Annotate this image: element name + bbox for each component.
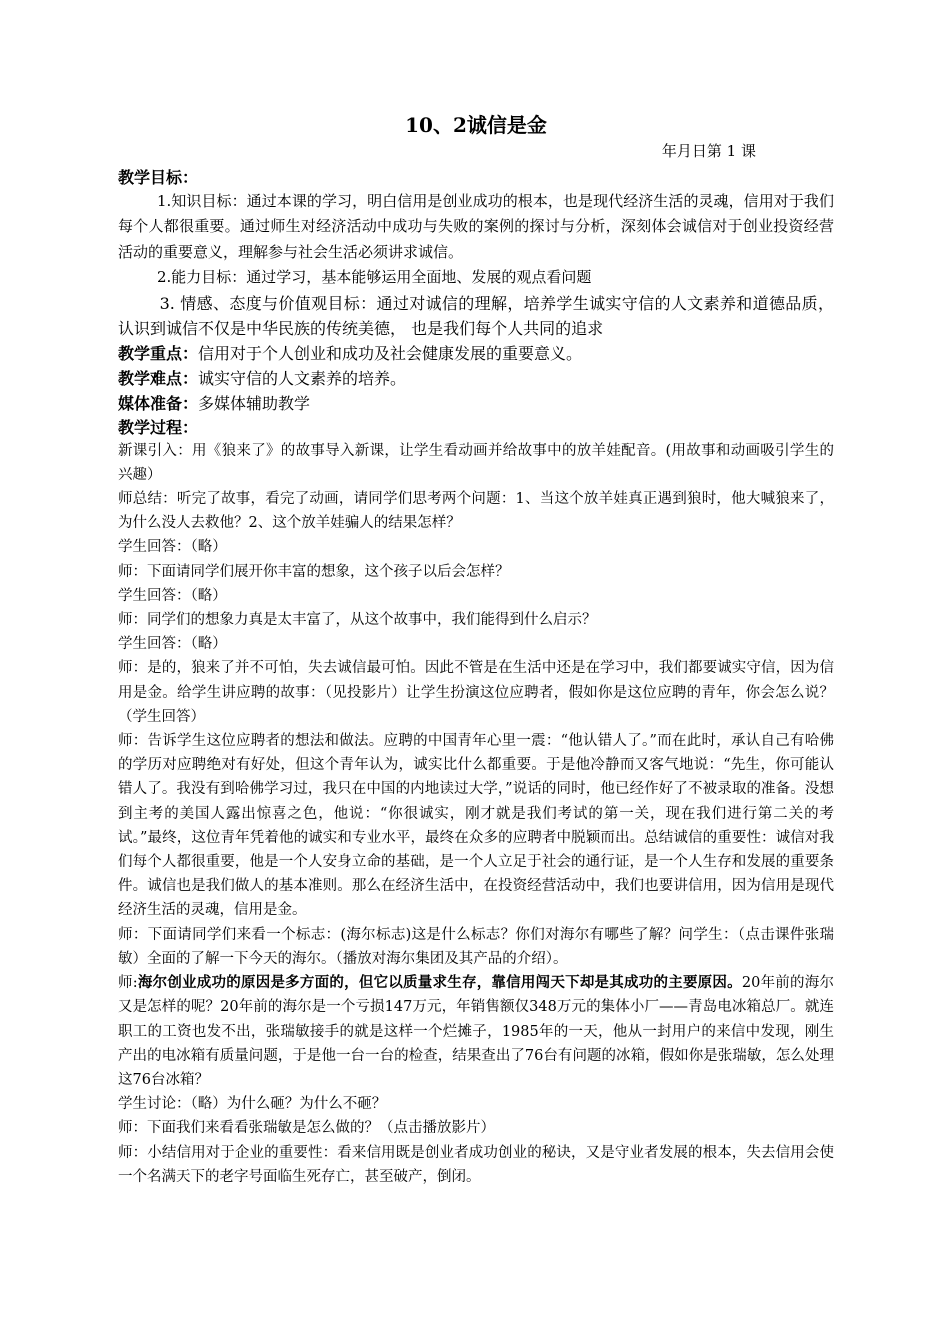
media-row [118, 391, 834, 416]
process-paragraph: 师：告诉学生这位应聘者的想法和做法。应聘的中国青年心里一震：“他认错人了。”而在此时，承认自己有哈佛的学历对应聘绝对有好处，但这个青年认为，诚实比什么都重要。于是他冷静而又客气地说：“先生，你可能认错人了。我没有到哈佛学习过，我只在中国的内地读过大学，”说话的同时，他已经作好了不被录取的准备。没想到主考的美国人露出惊喜之色，他说：“你很诚实，刚才就是我们考试的第一关，现在我们进行第二关的考试。”最终，这位青年凭着他的诚实和专业水平，最终在众多的应聘者中脱颖而出。总结诚信的重要性：诚信对我们每个人都很重要，他是一个人安身立命的基础，是一个人立足于社会的通行证，是一个人生存和发展的重要条件。诚信也是我们做人的基本准则。那么在经济生活中，在投资经营活动中，我们也要讲信用，因为信用是现代经济生活的灵魂，信用是金。 [118, 733, 834, 919]
process-paragraph: 师：下面请同学们展开你丰富的想象，这个孩子以后会怎样？ [118, 563, 510, 580]
key-point-text: 信用对于个人创业和成功及社会健康发展的重要意义。 [198, 343, 583, 363]
goals-heading: 教学目标： [118, 168, 199, 187]
process-paragraph-haier [118, 971, 834, 1092]
difficulty-text: 诚实守信的人文素养的培养。 [198, 368, 407, 388]
difficulty-row [118, 366, 834, 391]
goal-emotion: 3. 情感、态度与价值观目标：通过对诚信的理解，培养学生诚实守信的人文素养和道德品质，认识到诚信不仅是中华民族的传统美德， 也是我们每个人共同的追求 [118, 293, 834, 338]
goal-ability: 2.能力目标：通过学习，基本能够运用全面地、发展的观点看问题 [157, 268, 592, 287]
process-paragraph: 新课引入：用《狼来了》的故事导入新课，让学生看动画并给故事中的放羊娃配音。(用故事和动画吸引学生的兴趣） [118, 442, 834, 483]
process-heading: 教学过程： [118, 417, 199, 437]
process-paragraph: 学生讨论：（略）为什么砸？为什么不砸？ [118, 1096, 387, 1113]
process-paragraph: 学生回答：（略） [118, 539, 227, 556]
media-label: 媒体准备： [118, 393, 199, 413]
process-paragraph: 师：小结信用对于企业的重要性：看来信用既是创业者成功创业的秘诀，又是守业者发展的根本，失去信用会使一个名满天下的老字号面临生死存亡，甚至破产，倒闭。 [118, 1144, 834, 1185]
process-paragraph: 师：是的，狼来了并不可怕，失去诚信最可怕。因此不管是在生活中还是在学习中，我们都要诚实守信，因为信用是金。给学生讲应聘的故事：（见投影片）让学生扮演这位应聘者，假如你是这位应聘的青年，你会怎么说？（学生回答） [118, 660, 834, 725]
haier-rest-text: 20年前的海尔又是怎样的呢？20年前的海尔是一个亏损147万元，年销售额仅348万元的集体小厂——青岛电冰箱总厂。就连职工的工资也发不出，张瑞敏接手的就是这样一个烂摊子，1985年的一天，他从一封用户的来信中发现，刚生产出的电冰箱有质量问题，于是他一台一台的检查，结果查出了76台有问题的冰箱，假如你是张瑞敏，怎么处理这76台冰箱？ [118, 975, 835, 1088]
document-content [118, 110, 834, 1189]
difficulty-label: 教学难点： [118, 368, 199, 388]
document-title: 10、2诚信是金 [405, 113, 547, 137]
date-line: 年月日第 1 课 [661, 142, 756, 160]
process-paragraph: 师：下面请同学们来看一个标志：(海尔标志)这是什么标志？你们对海尔有哪些了解？问学生：（点击课件张瑞敏）全面的了解一下今天的海尔。（播放对海尔集团及其产品的介绍）。 [118, 926, 834, 967]
key-point-label: 教学重点： [118, 343, 199, 363]
key-point-row [118, 341, 834, 366]
haier-bold-text: 海尔创业成功的原因是多方面的，但它以质量求生存，靠信用闯天下却是其成功的主要原因。 [137, 974, 742, 992]
process-paragraph: 师：下面我们来看看张瑞敏是怎么做的？（点击播放影片） [118, 1120, 495, 1137]
process-paragraph: 师总结：听完了故事，看完了动画，请同学们思考两个问题：1、当这个放羊娃真正遇到狼时，他大喊狼来了，为什么没人去救他？2、这个放羊娃骗人的结果怎样？ [118, 491, 834, 532]
goal-knowledge: 1.知识目标：通过本课的学习，明白信用是创业成功的根本，也是现代经济生活的灵魂，信用对于我们每个人都很重要。通过师生对经济活动中成功与失败的案例的探讨与分析，深刻体会诚信对于创业投资经营活动的重要意义，理解参与社会生活必须讲求诚信。 [118, 192, 834, 261]
media-text: 多媒体辅助教学 [198, 393, 311, 413]
process-paragraph: 学生回答：（略） [118, 636, 227, 653]
haier-prefix: 师: [118, 975, 138, 992]
process-paragraph: 学生回答：（略） [118, 587, 227, 604]
process-paragraph: 师：同学们的想象力真是太丰富了，从这个故事中，我们能得到什么启示？ [118, 612, 597, 629]
